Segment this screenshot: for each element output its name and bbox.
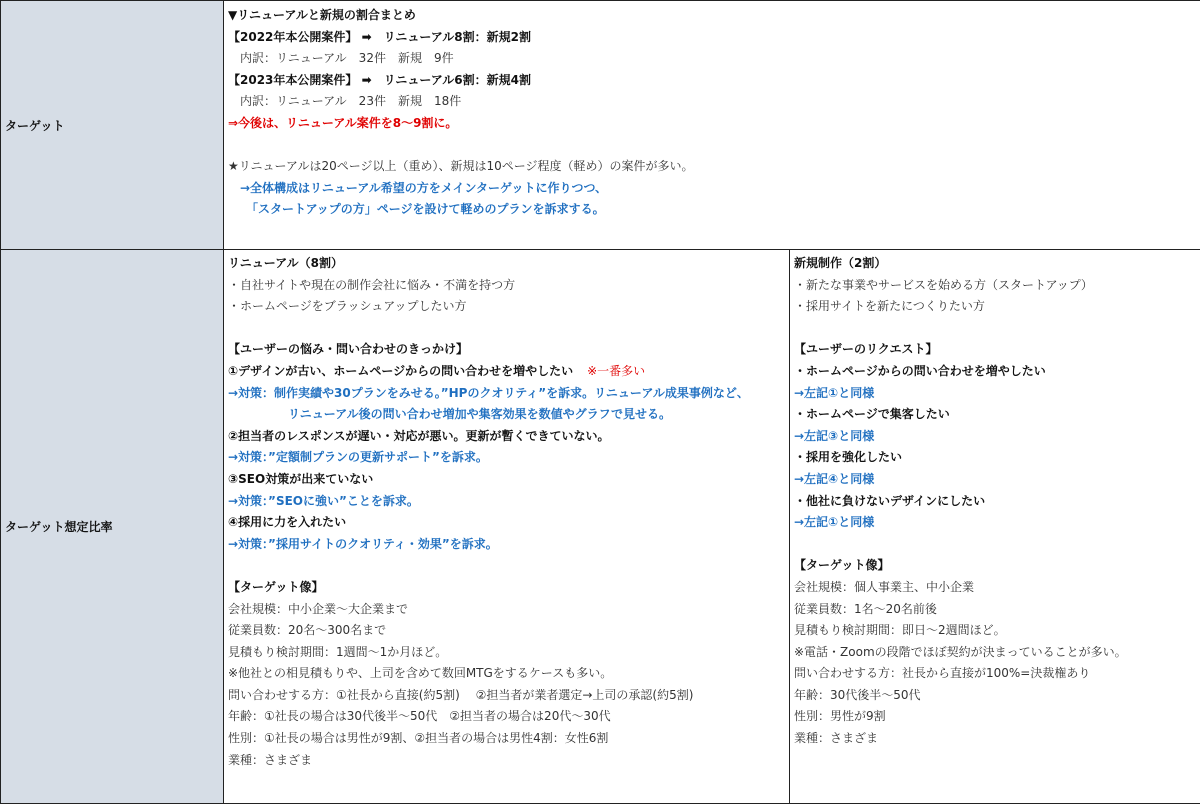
text-line [794, 383, 1200, 405]
line-text: ・採用を強化したい [794, 450, 902, 464]
target-row [1, 1, 1200, 250]
text-line [794, 426, 1200, 448]
line-text: 【ユーザーのリクエスト】 [794, 342, 938, 356]
line-text: 【2023年本公開案件】 ➡ リニューアル6割：新規4割 [228, 73, 531, 87]
row-label-target: ターゲット [1, 1, 224, 250]
text-line [794, 599, 1200, 621]
line-text: ★リニューアルは20ページ以上（重め）、新規は10ページ程度（軽め）の案件が多い。 [228, 159, 694, 173]
line-text: 【ユーザーの悩み・問い合わせのきっかけ】 [228, 342, 468, 356]
text-line [228, 599, 789, 621]
text-line [228, 91, 1200, 113]
line-text: ▼リニューアルと新規の割合まとめ [228, 8, 416, 22]
text-line [794, 685, 1200, 707]
text-line [228, 361, 789, 383]
line-text: ・採用サイトを新たにつくりたい方 [794, 299, 985, 313]
blank-line [228, 135, 1200, 157]
line-text: 会社規模：個人事業主、中小企業 [794, 580, 974, 594]
line-text: 問い合わせする方：①社長から直接(約5割) ②担当者が業者選定→上司の承認(約5割) [228, 688, 693, 702]
text-line [228, 706, 789, 728]
text-line [228, 253, 789, 275]
text-line [228, 728, 789, 750]
line-text: ・新たな事業やサービスを始める方（スタートアップ） [794, 278, 1093, 292]
line-text: 性別：①社長の場合は男性が9割、②担当者の場合は男性4割：女性6割 [228, 731, 608, 745]
line-text: ・ホームページで集客したい [794, 407, 950, 421]
line-text: ・ホームページからの問い合わせを増やしたい [794, 364, 1046, 378]
text-line [228, 383, 789, 405]
line-text: ※電話・Zoomの段階でほぼ契約が決まっていることが多い。 [794, 645, 1127, 659]
target-summary-lines [224, 1, 1200, 221]
text-line [794, 361, 1200, 383]
target-summary-cell [224, 1, 1200, 250]
line-text: 会社規模：中小企業～大企業まで [228, 602, 408, 616]
line-text: →全体構成はリニューアル希望の方をメインターゲットに作りつつ、 [228, 181, 607, 195]
line-text: 性別：男性が9割 [794, 709, 886, 723]
line-text: 【2022年本公開案件】 ➡ リニューアル8割：新規2割 [228, 30, 531, 44]
text-line [228, 620, 789, 642]
text-line [228, 339, 789, 361]
text-line [228, 642, 789, 664]
line-text: 年齢：30代後半～50代 [794, 688, 921, 702]
line-text: ・他社に負けないデザインにしたい [794, 494, 985, 508]
line-text: 「スタートアップの方」ページを設けて軽めのプランを訴求する。 [228, 202, 605, 216]
text-line [228, 491, 789, 513]
text-line [228, 199, 1200, 221]
text-line [794, 512, 1200, 534]
text-line [794, 253, 1200, 275]
text-line [228, 113, 1200, 135]
text-line [794, 275, 1200, 297]
line-text: ・ホームページをブラッシュアップしたい方 [228, 299, 466, 313]
line-text: 年齢：①社長の場合は30代後半～50代 ②担当者の場合は20代～30代 [228, 709, 611, 723]
text-line [794, 491, 1200, 513]
line-text: ・自社サイトや現在の制作会社に悩み・不満を持つ方 [228, 278, 515, 292]
line-text: →対策：”採用サイトのクオリティ・効果”を訴求。 [228, 537, 498, 551]
text-line [228, 577, 789, 599]
text-line [228, 512, 789, 534]
text-line [794, 469, 1200, 491]
row-label-target-ratio: ターゲット想定比率 [1, 250, 224, 804]
line-text: →対策：”定額制プランの更新サポート”を訴求。 [228, 450, 488, 464]
text-line [228, 663, 789, 685]
blank-line [794, 534, 1200, 556]
text-line [794, 447, 1200, 469]
new-production-lines [790, 250, 1200, 750]
renewal-lines [224, 250, 789, 771]
line-text: ③SEO対策が出来ていない [228, 472, 373, 486]
text-line [228, 447, 789, 469]
line-text: →対策：制作実績や30プランをみせる。”HPのクオリティ”を訴求。リニューアル成果事例など、 [228, 386, 749, 400]
line-text: 【ターゲット像】 [794, 558, 890, 572]
text-line [228, 404, 789, 426]
text-line [228, 27, 1200, 49]
note-text: ※一番多い [587, 364, 645, 378]
text-line [794, 577, 1200, 599]
text-line [228, 156, 1200, 178]
text-line [228, 534, 789, 556]
text-line [228, 48, 1200, 70]
line-text: リニューアル（8割） [228, 256, 343, 270]
blank-line [228, 318, 789, 340]
line-text: 見積もり検討期間：即日～2週間ほど。 [794, 623, 1006, 637]
text-line [794, 663, 1200, 685]
line-text: →左記①と同様 [794, 386, 874, 400]
blank-line [794, 318, 1200, 340]
text-line [794, 706, 1200, 728]
text-line [794, 642, 1200, 664]
line-text: 業種：さまざま [794, 731, 878, 745]
line-text: ※他社との相見積もりや、上司を含めて数回MTGをするケースも多い。 [228, 666, 612, 680]
line-text: 問い合わせする方：社長から直接が100%=決裁権あり [794, 666, 1090, 680]
text-line [794, 728, 1200, 750]
line-text: 【ターゲット像】 [228, 580, 324, 594]
text-line [228, 70, 1200, 92]
text-line [794, 296, 1200, 318]
text-line [794, 555, 1200, 577]
line-text: 従業員数：1名～20名前後 [794, 602, 937, 616]
text-line [228, 469, 789, 491]
line-text: ②担当者のレスポンスが遅い・対応が悪い。更新が暫くできていない。 [228, 429, 609, 443]
new-production-cell [790, 250, 1200, 804]
text-line [228, 178, 1200, 200]
text-line [228, 296, 789, 318]
line-text: →左記①と同様 [794, 515, 874, 529]
line-text: →左記③と同様 [794, 429, 874, 443]
line-text: ①デザインが古い、ホームページからの問い合わせを増やしたい [228, 364, 573, 378]
line-text: 内訳：リニューアル 32件 新規 9件 [228, 51, 454, 65]
text-line [228, 685, 789, 707]
line-text: ④採用に力を入れたい [228, 515, 346, 529]
line-text: →左記④と同様 [794, 472, 874, 486]
line-text: 従業員数：20名～300名まで [228, 623, 386, 637]
line-text: 見積もり検討期間：1週間～1か月ほど。 [228, 645, 447, 659]
line-text: 新規制作（2割） [794, 256, 886, 270]
text-line [794, 620, 1200, 642]
line-text: →対策：”SEOに強い”ことを訴求。 [228, 494, 419, 508]
renewal-cell [224, 250, 790, 804]
text-line [228, 275, 789, 297]
line-text: 業種：さまざま [228, 753, 312, 767]
text-line [228, 750, 789, 772]
text-line [794, 404, 1200, 426]
text-line [794, 339, 1200, 361]
line-text: 内訳：リニューアル 23件 新規 18件 [228, 94, 461, 108]
text-line [228, 5, 1200, 27]
target-ratio-row [1, 250, 1200, 804]
line-text: リニューアル後の問い合わせ増加や集客効果を数値やグラフで見せる。 [228, 407, 671, 421]
text-line [228, 426, 789, 448]
blank-line [228, 555, 789, 577]
line-text: ⇒今後は、リニューアル案件を8～9割に。 [228, 116, 457, 130]
